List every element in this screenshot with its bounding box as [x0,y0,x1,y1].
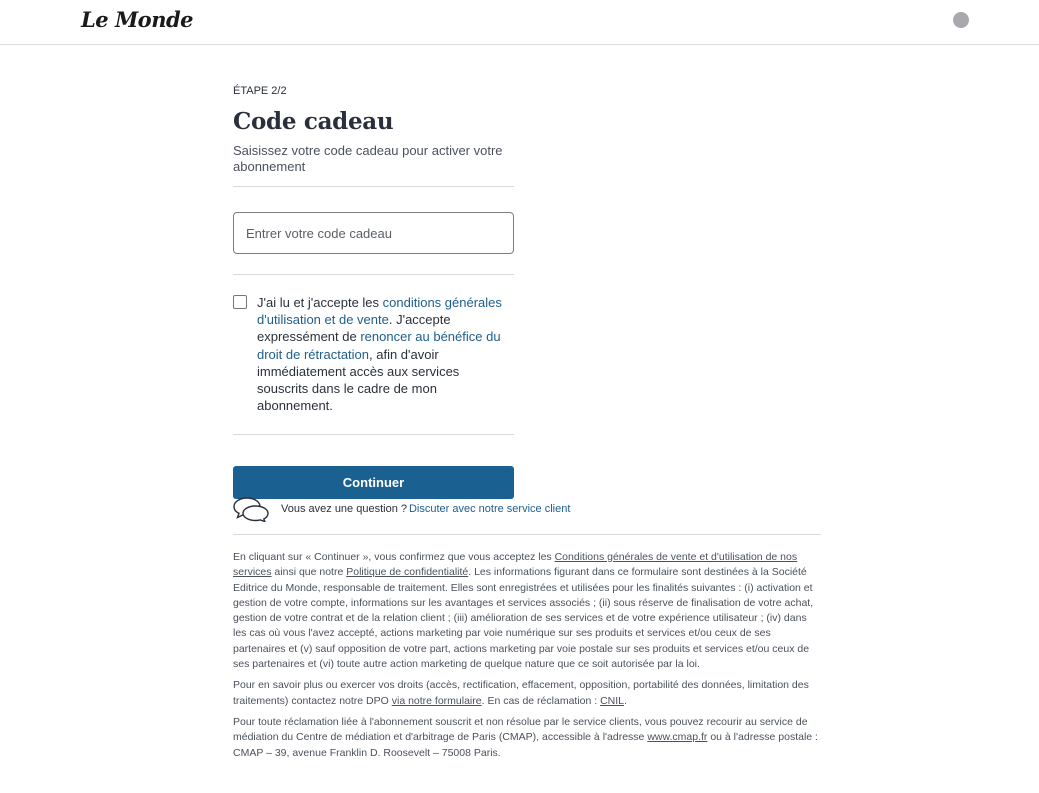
divider [233,534,821,535]
site-header [0,0,1039,45]
divider [233,434,514,435]
continue-button[interactable]: Continuer [233,466,514,499]
customer-help [233,495,833,523]
legal-paragraph-1: En cliquant sur « Continuer », vous confirmez que vous acceptez les Conditions générales de vente et d'utilisation de nos services ainsi que notre Politique de confidentialité. Les informations figurant dans ce formulaire sont destinées à la Société Editrice du Monde, responsable de traitement. Elles sont enregistrées et utilisées pour les finalités suivantes : (i) activation et gestion de votre compte, informations sur les avantages et services associés ; (ii) sous réserve de finalisation de votre achat, gestion de votre contrat et de la relation client ; (iii) amélioration de ses services et de votre expérience utilisateur ; (iv) dans les cas où vous l'avez accepté, actions marketing par voie numérique sur ses produits et services et/ou ceux de ses partenaires et (v) sauf opposition de votre part, actions marketing par voie postale sur ses produits et services et/ou ceux de ses partenaires et (vi) toute autre action marketing de quelque nature que ce soit autorisée par la loi. [233,551,814,671]
gift-code-input[interactable] [233,212,514,254]
cmap-link[interactable]: www.cmap.fr [647,731,708,744]
cnil-link[interactable]: CNIL [600,694,625,707]
cgv-link[interactable]: Conditions générales de vente et d'utilisation de nos services [233,551,798,579]
terms-consent [233,294,514,414]
legal-paragraph-3: Pour toute réclamation liée à l'abonnement souscrit et non résolue par le service clients, vous pouvez recourir au service de médiation du Centre de médiation et d'arbitrage de Paris (CMAP), accessible à l'adresse www.cmap.fr ou à l'adresse postale : CMAP – 39, avenue Franklin D. Roosevelt – 75008 Paris. [233,715,818,759]
page-subtitle: Saisissez votre code cadeau pour activer votre abonnement [233,143,503,174]
terms-checkbox[interactable] [233,295,247,309]
divider [233,186,514,187]
legal-notice [233,550,821,767]
gift-code-form [233,85,514,499]
legal-paragraph-2: Pour en savoir plus ou exercer vos droits (accès, rectification, effacement, opposition, portabilité des données, limitation des traitements) contactez notre DPO via notre formulaire. En cas de réclamation : CNIL. [233,679,809,707]
terms-consent-text: J'ai lu et j'accepte les conditions générales d'utilisation et de vente. J'accepte expressément de renoncer au bénéfice du droit de rétractation, afin d'avoir immédiatement accès aux services souscrits dans le cadre de mon abonnement. [257,295,502,414]
privacy-policy-link[interactable]: Politique de confidentialité [346,566,469,579]
user-avatar-icon[interactable] [953,12,969,28]
page-title: Code cadeau [233,108,394,135]
step-indicator: ÉTAPE 2/2 [233,85,287,97]
help-question: Vous avez une question ? [281,503,407,515]
withdrawal-waiver-link[interactable]: renoncer au bénéfice du droit de rétractation [257,329,501,362]
dpo-form-link[interactable]: via notre formulaire [391,694,482,707]
le-monde-logo[interactable]: Le Monde [81,7,194,32]
chat-bubbles-icon [233,496,269,522]
terms-link[interactable]: conditions générales d'utilisation et de vente [257,295,502,328]
customer-service-chat-link[interactable]: Discuter avec notre service client [408,503,571,515]
divider [233,274,514,275]
